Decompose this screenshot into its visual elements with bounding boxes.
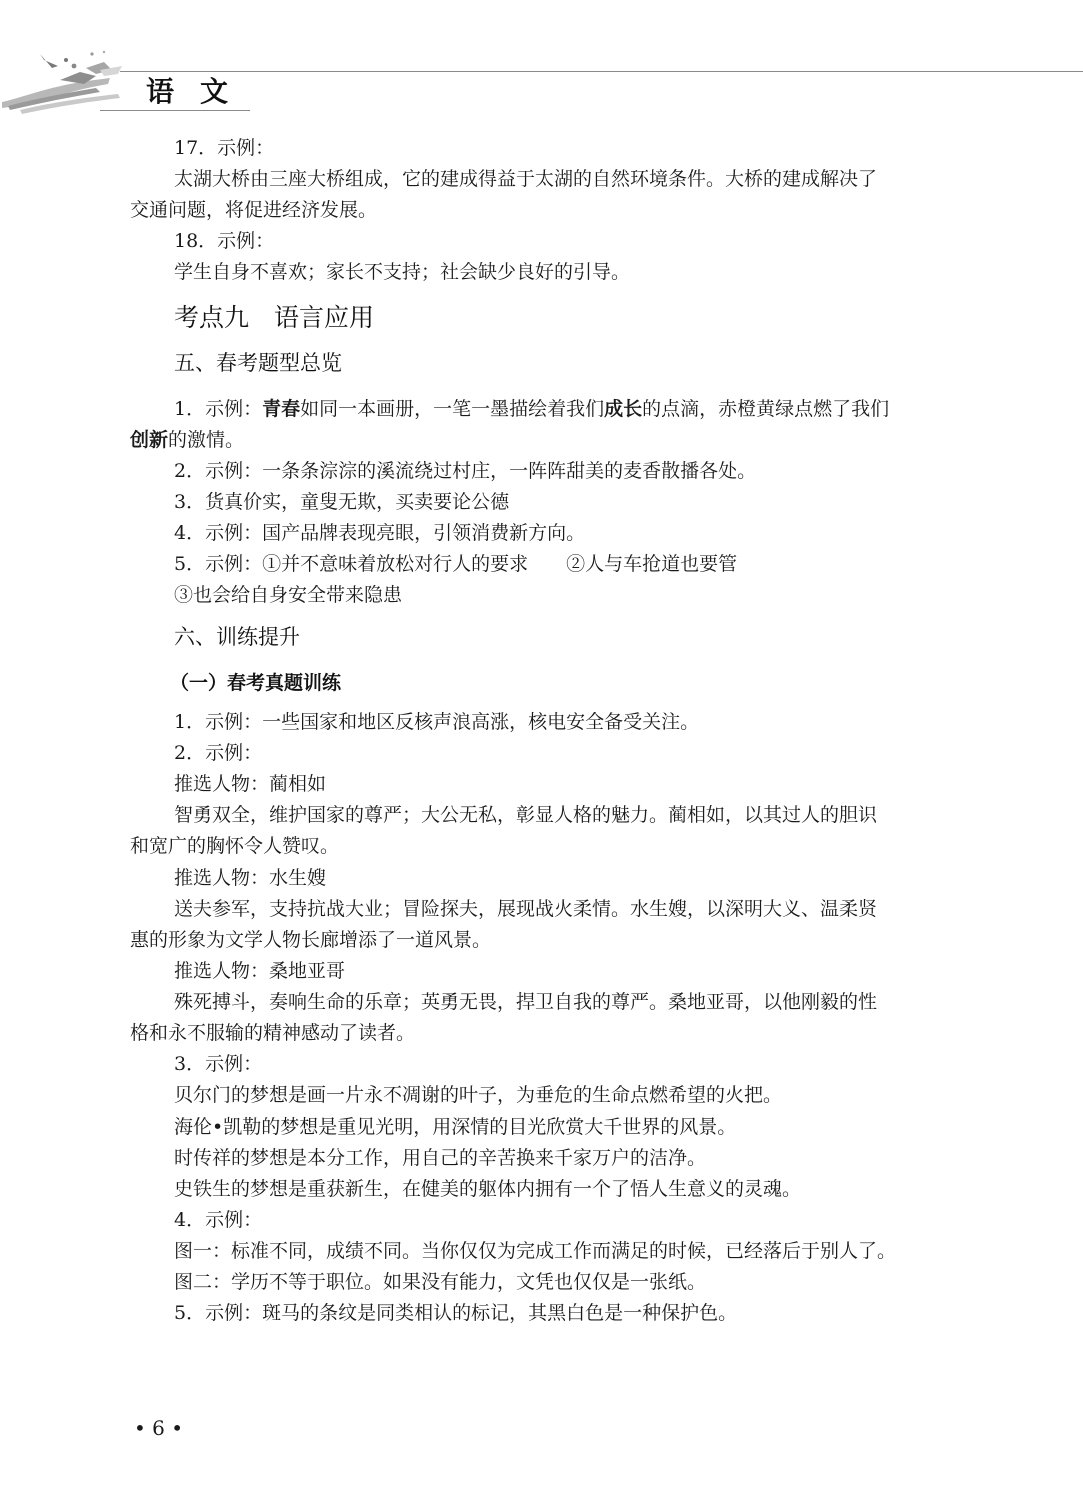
- question-18-label: 18．示例：: [174, 230, 275, 252]
- answer-17-line-1: 太湖大桥由三座大桥组成，它的建成得益于太湖的自然环境条件。大桥的建成解决了: [174, 168, 878, 190]
- header-decoration-image: [0, 40, 150, 120]
- answer-6-4-line-2: 图二：学历不等于职位。如果没有能力，文凭也仅仅是一张纸。: [174, 1271, 707, 1293]
- nominee-santiago: 推选人物：桑地亚哥: [174, 960, 346, 982]
- answer-5-1-line-2: [130, 428, 244, 452]
- nominee-shuisheng-sao-text-1: 送夫参军，支持抗战大业；冒险探夫，展现战火柔情。水生嫂，以深明大义、温柔贤: [174, 898, 878, 920]
- answer-6-3-line-3: 时传祥的梦想是本分工作，用自己的辛苦换来千家万户的洁净。: [174, 1147, 707, 1169]
- nominee-santiago-text-1: 殊死搏斗，奏响生命的乐章；英勇无畏，捍卫自我的尊严。桑地亚哥，以他刚毅的性: [174, 991, 878, 1013]
- page-number: • 6 •: [134, 1416, 184, 1440]
- answer-prefix: 1．示例：: [174, 398, 263, 420]
- header-title-underline: [100, 110, 250, 111]
- question-17-label: 17．示例：: [174, 137, 275, 159]
- question-6-2-label: 2．示例：: [174, 742, 263, 764]
- section-heading-kaodian-9: 考点九 语言应用: [174, 303, 375, 332]
- answer-text: 如同一本画册，一笔一墨描绘着我们: [300, 398, 605, 420]
- answer-5-3: 3．货真价实，童叟无欺，买卖要论公德: [174, 491, 510, 513]
- nominee-santiago-text-2: 格和永不服输的精神感动了读者。: [130, 1022, 416, 1044]
- nominee-lin-xiangru-text-1: 智勇双全，维护国家的尊严；大公无私，彰显人格的魅力。蔺相如，以其过人的胆识: [174, 804, 878, 826]
- answer-18: 学生自身不喜欢；家长不支持；社会缺少良好的引导。: [174, 261, 631, 283]
- answer-6-5: 5．示例：斑马的条纹是同类相认的标记，其黑白色是一种保护色。: [174, 1302, 738, 1324]
- answer-text: 的点滴，赤橙黄绿点燃了我们: [642, 398, 890, 420]
- subsection-heading-6: 六、训练提升: [174, 625, 300, 649]
- subsection-heading-5: 五、春考题型总览: [174, 351, 342, 375]
- answer-17-line-2: 交通问题，将促进经济发展。: [130, 199, 378, 221]
- answer-5-2: 2．示例：一条条淙淙的溪流绕过村庄，一阵阵甜美的麦香散播各处。: [174, 460, 757, 482]
- nominee-lin-xiangru: 推选人物：蔺相如: [174, 773, 327, 795]
- page-header: [0, 0, 1083, 120]
- question-6-4-label: 4．示例：: [174, 1209, 263, 1231]
- keyword-chuangxin: 创新: [130, 429, 169, 451]
- keyword-qingchun: 青春: [262, 398, 301, 420]
- nominee-lin-xiangru-text-2: 和宽广的胸怀令人赞叹。: [130, 835, 340, 857]
- answer-6-1: 1．示例：一些国家和地区反核声浪高涨，核电安全备受关注。: [174, 711, 700, 733]
- answer-6-3-line-2: 海伦•凯勒的梦想是重见光明，用深情的目光欣赏大千世界的风景。: [174, 1116, 737, 1138]
- answer-text: 的激情。: [168, 429, 245, 451]
- answer-5-5-line-1: 5．示例：①并不意味着放松对行人的要求 ②人与车抢道也要管: [174, 553, 738, 575]
- keyword-chengzhang: 成长: [604, 398, 643, 420]
- answer-5-1-line-1: [174, 397, 889, 421]
- nominee-shuisheng-sao: 推选人物：水生嫂: [174, 867, 327, 889]
- header-rule: [120, 71, 1083, 72]
- answer-6-3-line-4: 史铁生的梦想是重获新生，在健美的躯体内拥有一个了悟人生意义的灵魂。: [174, 1178, 802, 1200]
- subject-title: 语文: [146, 75, 255, 108]
- question-6-3-label: 3．示例：: [174, 1053, 263, 1075]
- answer-5-5-line-2: ③也会给自身安全带来隐患: [174, 584, 403, 606]
- answer-6-4-line-1: 图一：标准不同，成绩不同。当你仅仅为完成工作而满足的时候，已经落后于别人了。: [174, 1240, 897, 1262]
- subsection-heading-6-1: （一）春考真题训练: [170, 672, 342, 694]
- answer-6-3-line-1: 贝尔门的梦想是画一片永不凋谢的叶子，为垂危的生命点燃希望的火把。: [174, 1084, 783, 1106]
- answer-5-4: 4．示例：国产品牌表现亮眼，引领消费新方向。: [174, 522, 586, 544]
- nominee-shuisheng-sao-text-2: 惠的形象为文学人物长廊增添了一道风景。: [130, 929, 492, 951]
